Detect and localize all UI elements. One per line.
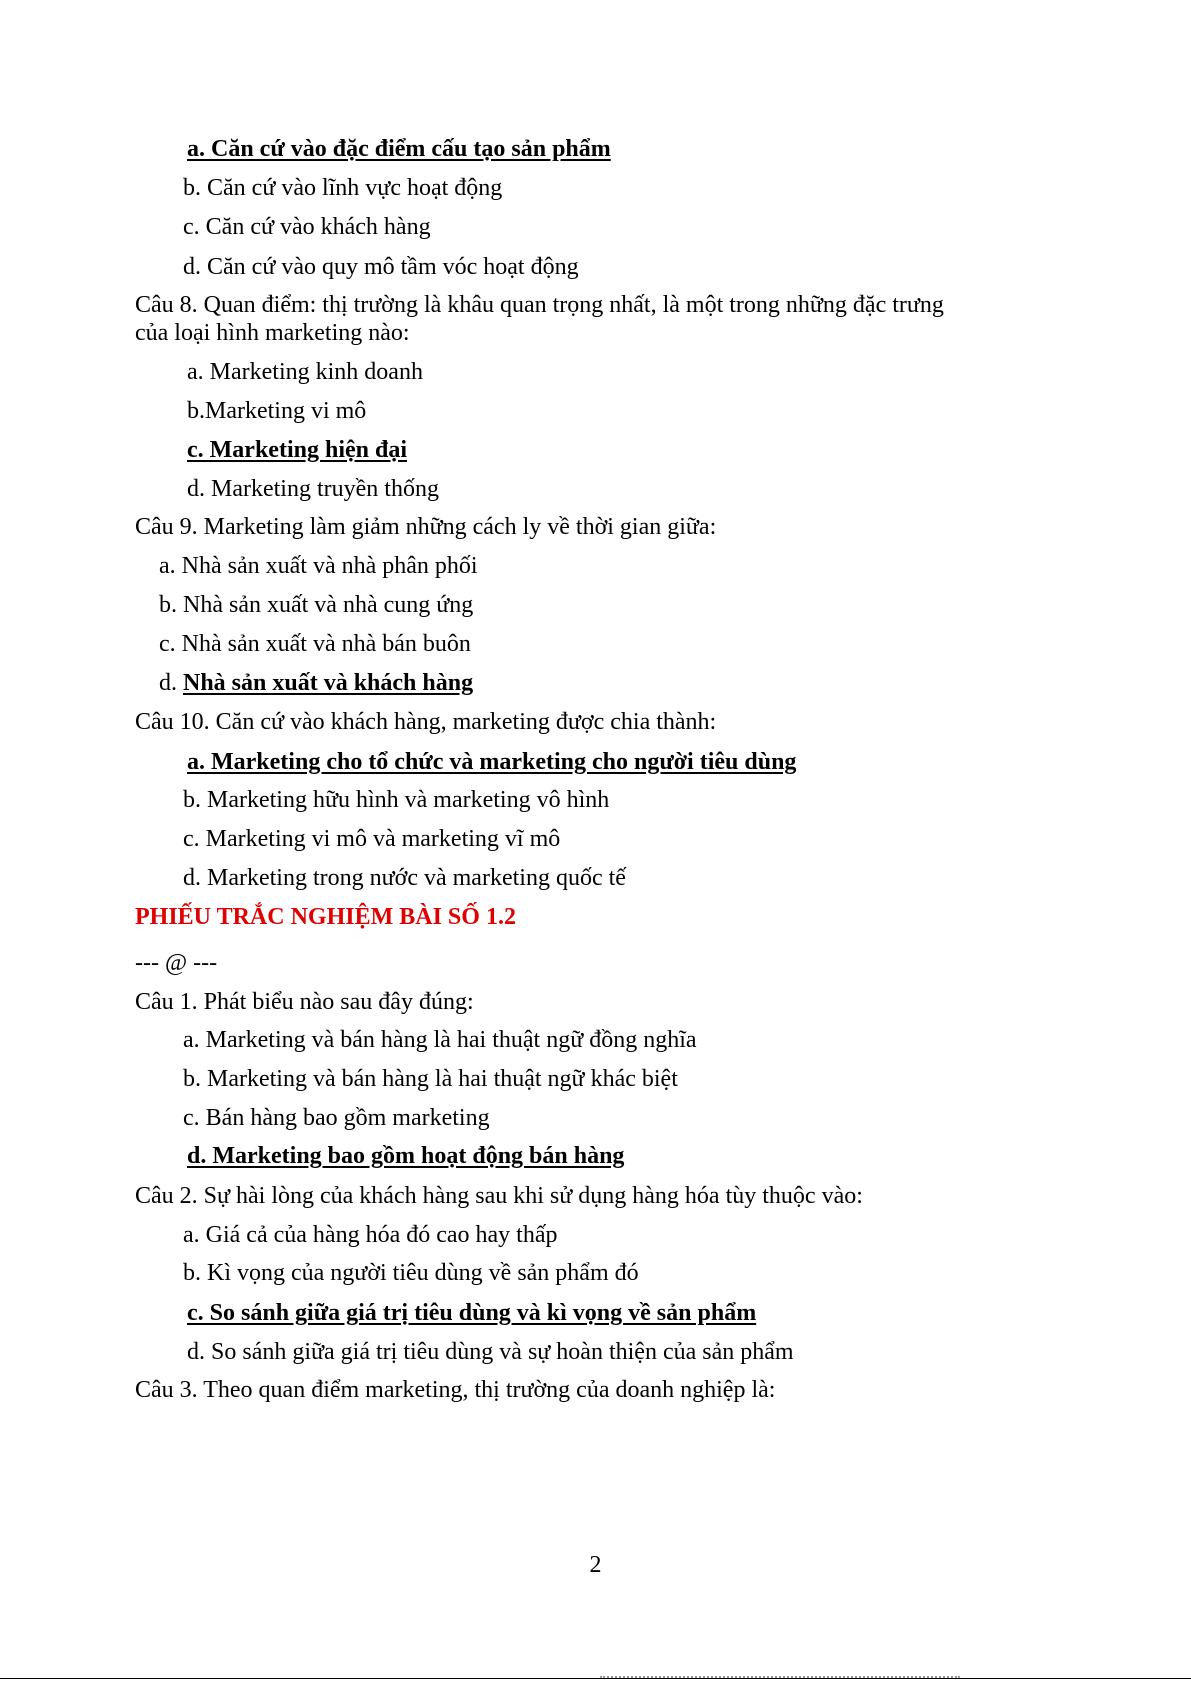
q9-option-d [159,668,473,698]
q9-option-b: b. Nhà sản xuất và nhà cung ứng [159,592,474,618]
s2q1-option-a: a. Marketing và bán hàng là hai thuật ngữ đồng nghĩa [183,1027,697,1053]
q10-question: Câu 10. Căn cứ vào khách hàng, marketing được chia thành: [135,709,717,735]
q7-option-a-answer: a. Căn cứ vào đặc điểm cấu tạo sản phẩm [187,136,611,162]
footer-rule [0,1678,1191,1679]
q9-option-c: c. Nhà sản xuất và nhà bán buôn [159,631,471,657]
q10-option-d: d. Marketing trong nước và marketing quốc tế [183,865,626,891]
s2q2-option-c-answer: c. So sánh giữa giá trị tiêu dùng và kì vọng về sản phẩm [187,1300,757,1326]
q9-question: Câu 9. Marketing làm giảm những cách ly về thời gian giữa: [135,514,717,540]
q8-option-a: a. Marketing kinh doanh [187,359,423,385]
q9-option-a: a. Nhà sản xuất và nhà phân phối [159,553,478,579]
s2q2-question: Câu 2. Sự hài lòng của khách hàng sau khi sử dụng hàng hóa tùy thuộc vào: [135,1183,863,1209]
q8-option-c-answer: c. Marketing hiện đại [187,437,407,463]
s2q1-option-c: c. Bán hàng bao gồm marketing [183,1105,490,1131]
s2q2-option-b: b. Kì vọng của người tiêu dùng về sản phẩm đó [183,1260,639,1286]
q8-question-line2: của loại hình marketing nào: [135,320,410,346]
q7-option-d: d. Căn cứ vào quy mô tầm vóc hoạt động [183,254,579,280]
q7-option-b: b. Căn cứ vào lĩnh vực hoạt động [183,175,503,201]
section-separator: --- @ --- [135,950,218,976]
q7-option-c: c. Căn cứ vào khách hàng [183,214,431,240]
page-number: 2 [589,1552,602,1578]
s2q1-question: Câu 1. Phát biểu nào sau đây đúng: [135,989,474,1015]
s2q2-option-a: a. Giá cả của hàng hóa đó cao hay thấp [183,1222,558,1248]
s2q2-option-d: d. So sánh giữa giá trị tiêu dùng và sự hoàn thiện của sản phẩm [187,1339,794,1365]
footer-rule-dotted [600,1676,960,1678]
q10-option-a-answer: a. Marketing cho tổ chức và marketing cho người tiêu dùng [187,749,797,775]
q8-option-d: d. Marketing truyền thống [187,476,439,502]
q10-option-c: c. Marketing vi mô và marketing vĩ mô [183,826,561,852]
q9-option-d-prefix: d. [159,670,177,696]
q8-option-b: b.Marketing vi mô [187,398,367,424]
q10-option-b: b. Marketing hữu hình và marketing vô hình [183,787,610,813]
q9-option-d-answer: Nhà sản xuất và khách hàng [183,670,474,696]
s2q1-option-b: b. Marketing và bán hàng là hai thuật ngữ khác biệt [183,1066,678,1092]
section-title: PHIẾU TRẮC NGHIỆM BÀI SỐ 1.2 [135,904,516,930]
q8-question-line1: Câu 8. Quan điểm: thị trường là khâu quan trọng nhất, là một trong những đặc trưng [135,292,944,318]
s2q3-question: Câu 3. Theo quan điểm marketing, thị trường của doanh nghiệp là: [135,1377,776,1403]
s2q1-option-d-answer: d. Marketing bao gồm hoạt động bán hàng [187,1143,625,1169]
